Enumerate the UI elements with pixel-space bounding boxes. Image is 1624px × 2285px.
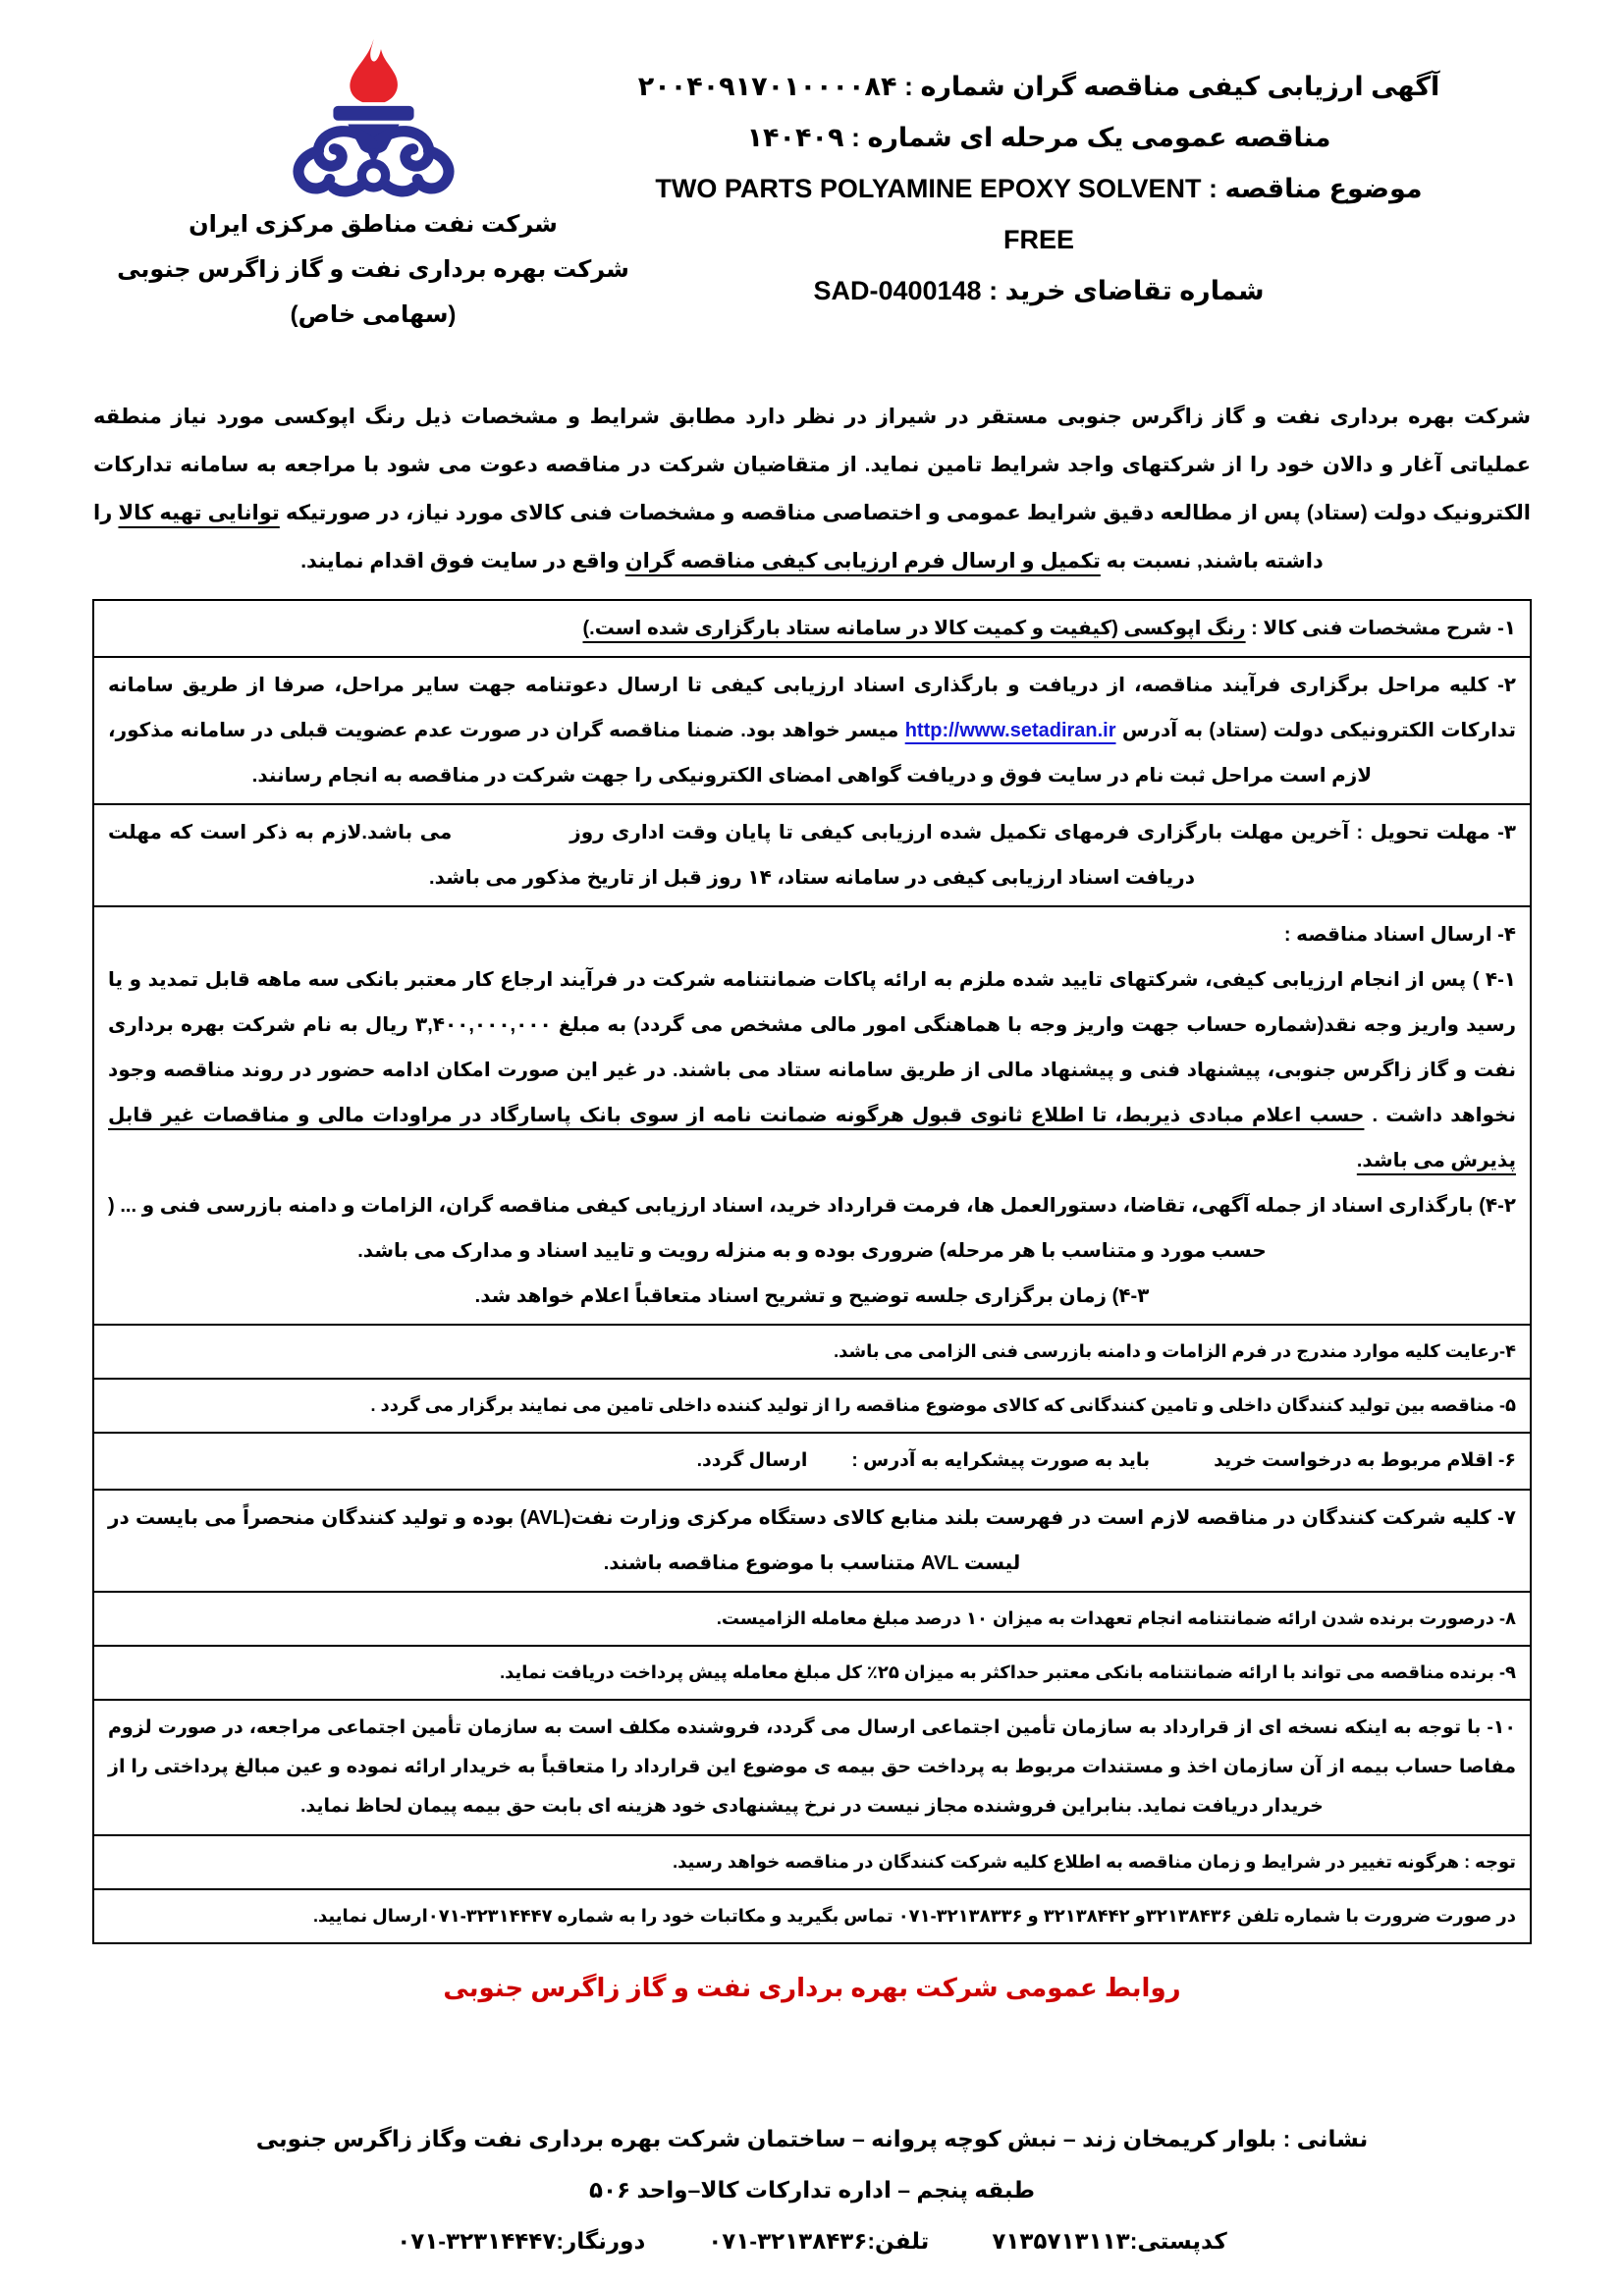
clause-3-text-end: می باشد.لازم به ذکر است که مهلت دریافت اسناد ارزیابی کیفی در سامانه ستاد، ۱۴ روز قبل از تاریخ مذکور می باشد. xyxy=(108,822,1195,889)
clause-4-2: ۴-۲) بارگذاری اسناد از جمله آگهی، تقاضا، دستورالعمل ها، فرمت قرارداد خرید، اسناد ارزیابی کیفی مناقصه گران، الزامات و دامنه بازرسی فنی و ... ( حسب مورد و متناسب با هر مرحله) ضروری بوده و به منزله رویت و تایید اسناد و مدارک می باشد. xyxy=(108,1195,1516,1262)
clause-7-row: ۷- کلیه شرکت کنندگان در مناقصه لازم است در فهرست بلند منابع کالای دستگاه مرکزی وزارت نفت(AVL) بوده و تولید کنندگان منحصراً می بایست در لیست AVL متناسب با موضوع مناقصه باشند. xyxy=(94,1489,1530,1591)
intro-text-end: واقع در سایت فوق اقدام نمایند. xyxy=(300,550,625,572)
company-legal-form: (سهامی خاص) xyxy=(290,301,457,328)
nioc-flame-logo-icon xyxy=(278,35,469,200)
intro-underlined-form: تکمیل و ارسال فرم ارزیابی کیفی مناقصه گران xyxy=(624,550,1101,572)
intro-text: شرکت بهره برداری نفت و گاز زاگرس جنوبی مستقر در شیراز در نظر دارد مطابق شرایط و مشخصات ذیل رنگ اپوکسی مورد نیاز منطقه عملیاتی آغار و دالان خود را از شرکتهای واجد شرایط تامین نماید. از متقاضیان شرکت در مناقصه دعوت می شود با مراجعه به سامانه تدارکات الکترونیک دولت (ستاد) پس از مطالعه دقیق شرایط عمومی و اختصاصی مناقصه و مشخصات فنی کالای مورد نیاز، در صورتیکه xyxy=(93,406,1531,524)
setadiran-link[interactable]: http://www.setadiran.ir xyxy=(904,720,1116,741)
clause-6-part1: ۶- اقلام مربوط به درخواست خرید xyxy=(1214,1450,1516,1471)
clause-4-1 xyxy=(108,957,1516,1183)
clause-3-row xyxy=(94,803,1530,905)
clause-2-text-end: میسر خواهد بود. ضمنا مناقصه گران در صورت عدم عضویت قبلی در سامانه مذکور، لازم است مراحل ثبت نام در سایت فوق و دریافت گواهی امضای الکترونیکی را جهت شرکت در مناقصه به انجام رسانند. xyxy=(108,720,1373,787)
postal-code: کدپستی:۷۱۳۵۷۱۳۱۱۳ xyxy=(992,2228,1227,2254)
footer-address-line1: نشانی : بلوار کریمخان زند – نبش کوچه پروانه – ساختمان شرکت بهره برداری نفت وگاز زاگرس جنوبی xyxy=(255,2126,1369,2151)
public-tender-number: مناقصه عمومی یک مرحله ای شماره : ۱۴۰۴۰۹ xyxy=(746,123,1331,152)
purchase-request-number: شماره تقاضای خرید : SAD-0400148 xyxy=(813,276,1265,305)
tender-subject: موضوع مناقصه : TWO PARTS POLYAMINE EPOXY SOLVENT xyxy=(655,174,1423,203)
clause-6-row xyxy=(94,1432,1530,1489)
clause-4b-row: ۴-رعایت کلیه موارد مندرج در فرم الزامات و دامنه بازرسی فنی الزامی می باشد. xyxy=(94,1324,1530,1378)
tender-titles-block xyxy=(546,61,1532,316)
conditions-table xyxy=(92,599,1532,1944)
clause-10-row: ۱۰- با توجه به اینکه نسخه ای از قرارداد به سازمان تأمین اجتماعی ارسال می گردد، فروشنده مکلف است به سازمان تأمین اجتماعی مراجعه، در صورت لزوم مفاصا حساب بیمه از آن سازمان اخذ و مستندات مربوط به پرداخت حق بیمه ی موضوع این قرارداد را متعاقباً به خریدار ارائه نموده و عین مبالغ پرداختی را از خریدار دریافت نماید. بنابراین فروشنده مجاز نیست در نرخ پیشنهادی خود هزینه ای بابت حق بیمه پیمان لحاظ نماید. xyxy=(94,1699,1530,1834)
clause-3-text: ۳- مهلت تحویل : آخرین مهلت بارگزاری فرمهای تکمیل شده ارزیابی کیفی تا پایان وقت اداری روز xyxy=(569,822,1516,843)
notice-row: توجه : هرگونه تغییر در شرایط و زمان مناقصه به اطلاع کلیه شرکت کنندگان در مناقصه خواهد رسید. xyxy=(94,1834,1530,1888)
clause-4-title: ۴- ارسال اسناد مناقصه : xyxy=(1283,924,1516,946)
document-header xyxy=(0,0,1624,385)
clause-5-row: ۵- مناقصه بین تولید کنندگان داخلی و تامین کنندگانی که کالای موضوع مناقصه را از تولید کننده داخلی تامین می نمایند برگزار می گردد . xyxy=(94,1378,1530,1432)
intro-paragraph xyxy=(93,393,1531,585)
company-name-parent: شرکت نفت مناطق مرکزی ایران xyxy=(189,211,558,238)
intro-text-mid: را داشته باشند, نسبت به xyxy=(93,502,1324,572)
clause-2-text: ۲- کلیه مراحل برگزاری فرآیند مناقصه، از دریافت و بارگذاری اسناد ارزیابی کیفی تا ارسال دعوتنامه جهت سایر مراحل، صرفا از طریق سامانه تدارکات الکترونیکی دولت (ستاد) به آدرس xyxy=(108,675,1516,741)
clause-2-row xyxy=(94,656,1530,803)
clause-4-3: ۴-۳) زمان برگزاری جلسه توضیح و تشریح اسناد متعاقباً اعلام خواهد شد. xyxy=(474,1285,1150,1307)
clause-1-row xyxy=(94,601,1530,656)
contact-row: در صورت ضرورت با شماره تلفن ۳۲۱۳۸۴۳۶و ۳۲۱۳۸۴۴۲ و ۳۲۱۳۸۳۳۶-۰۷۱ تماس بگیرید و مکاتبات خود را به شماره ۳۲۳۱۴۴۴۷-۰۷۱ارسال نمایید. xyxy=(94,1888,1530,1942)
clause-6-part2: باید به صورت پیشکرایه به آدرس : xyxy=(851,1450,1151,1471)
document-footer xyxy=(0,2113,1624,2266)
fax-number: دورنگار:۳۲۳۱۴۴۴۷-۰۷۱ xyxy=(397,2228,646,2254)
intro-underlined-capability: توانایی تهیه کالا xyxy=(118,502,280,524)
public-relations-signature: روابط عمومی شرکت بهره برداری نفت و گاز زاگرس جنوبی xyxy=(443,1973,1181,2002)
qualification-announcement-number: آگهی ارزیابی کیفی مناقصه گران شماره : ۲۰۰۴۰۹۱۷۰۱۰۰۰۰۸۴ xyxy=(637,72,1440,101)
company-name-subsidiary: شرکت بهره برداری نفت و گاز زاگرس جنوبی xyxy=(117,256,629,283)
clause-8-row: ۸- درصورت برنده شدن ارائه ضمانتنامه انجام تعهدات به میزان ۱۰ درصد مبلغ معامله الزامیست. xyxy=(94,1591,1530,1645)
clause-4-1-text: ۴-۱ ) پس از انجام ارزیابی کیفی، شرکتهای تایید شده ملزم به ارائه پاکات ضمانتنامه شرکت در فرآیند ارجاع کار معتبر بانکی سه ماهه قابل تمدید و یا رسید واریز وجه نقد(شماره حساب جهت واریز وجه با هماهنگی امور مالی مشخص می گردد) به مبلغ ۳,۴۰۰,۰۰۰,۰۰۰ ریال به نام شرکت بهره برداری نفت و گاز زاگرس جنوبی، پیشنهاد فنی و پیشنهاد مالی از طریق سامانه ستاد می باشند. در غیر این صورت امکان ادامه حضور در روند مناقصه وجود نخواهد داشت . xyxy=(108,969,1516,1126)
clause-6-part3: ارسال گردد. xyxy=(696,1450,808,1471)
clause-1-label: ۱- شرح مشخصات فنی کالا : xyxy=(1245,618,1516,639)
clause-9-row: ۹- برنده مناقصه می تواند با ارائه ضمانتنامه بانکی معتبر حداکثر به میزان ۲۵٪ کل مبلغ معامله پیش پرداخت دریافت نماید. xyxy=(94,1645,1530,1699)
clause-4-row xyxy=(94,905,1530,1324)
footer-address-line2: طبقه پنجم – اداره تدارکات کالا–واحد ۵۰۶ xyxy=(589,2177,1035,2203)
footer-contacts xyxy=(0,2215,1624,2266)
phone-number: تلفن:۳۲۱۳۸۴۳۶-۰۷۱ xyxy=(708,2228,930,2254)
clause-4-1-underlined: حسب اعلام مبادی ذیربط، تا اطلاع ثانوی قبول هرگونه ضمانت نامه از سوی بانک پاسارگاد در مراودات مالی و مناقصات غیر قابل پذیرش می باشد. xyxy=(108,1105,1516,1171)
tender-subject-line2: FREE xyxy=(1002,225,1074,254)
clause-1-underlined: رنگ اپوکسی (کیفیت و کمیت کالا در سامانه ستاد بارگزاری شده است.) xyxy=(582,618,1246,639)
